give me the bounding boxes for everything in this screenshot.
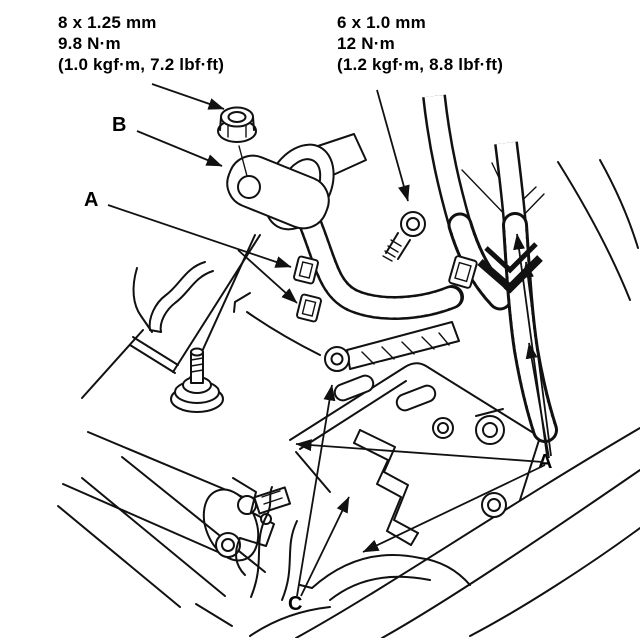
- leader-a-right-5: [363, 465, 545, 552]
- mounting-bolt-6mm: [383, 212, 425, 261]
- callout-b: B: [112, 114, 127, 136]
- leader-a-right-4: [296, 444, 543, 462]
- flywheel-housing-arcs: [250, 428, 640, 638]
- spec-6mm-alt-units: (1.2 kgf·m, 8.8 lbf·ft): [337, 55, 504, 74]
- callout-a-left: A: [84, 189, 99, 211]
- leader-c-2: [301, 497, 349, 596]
- leader-spec-8mm: [152, 84, 224, 109]
- starter-cable-ring-terminal: [325, 322, 459, 371]
- callout-a-right: A: [538, 451, 553, 473]
- harness-cable-left: [308, 218, 452, 308]
- spec-6mm-torque: 12 N·m: [337, 34, 395, 53]
- harness-stay-bracket: [354, 430, 418, 545]
- leader-b: [137, 131, 222, 166]
- leader-spec-6mm: [377, 90, 408, 201]
- spec-8mm-torque: 9.8 N·m: [58, 34, 121, 53]
- callout-c: C: [288, 593, 303, 615]
- harness-clip-1: [293, 256, 318, 284]
- leader-c-1: [297, 385, 332, 596]
- spec-8mm-alt-units: (1.0 kgf·m, 7.2 lbf·ft): [58, 55, 225, 74]
- spec-8mm-size: 8 x 1.25 mm: [58, 13, 157, 32]
- flange-nut-8mm: [218, 108, 256, 143]
- spec-6mm-size: 6 x 1.0 mm: [337, 13, 426, 32]
- harness-clip-2: [296, 294, 321, 322]
- mounting-plate: [290, 363, 540, 517]
- ground-terminal-bracket: [220, 133, 366, 242]
- solenoid-terminal-stud: [171, 349, 223, 413]
